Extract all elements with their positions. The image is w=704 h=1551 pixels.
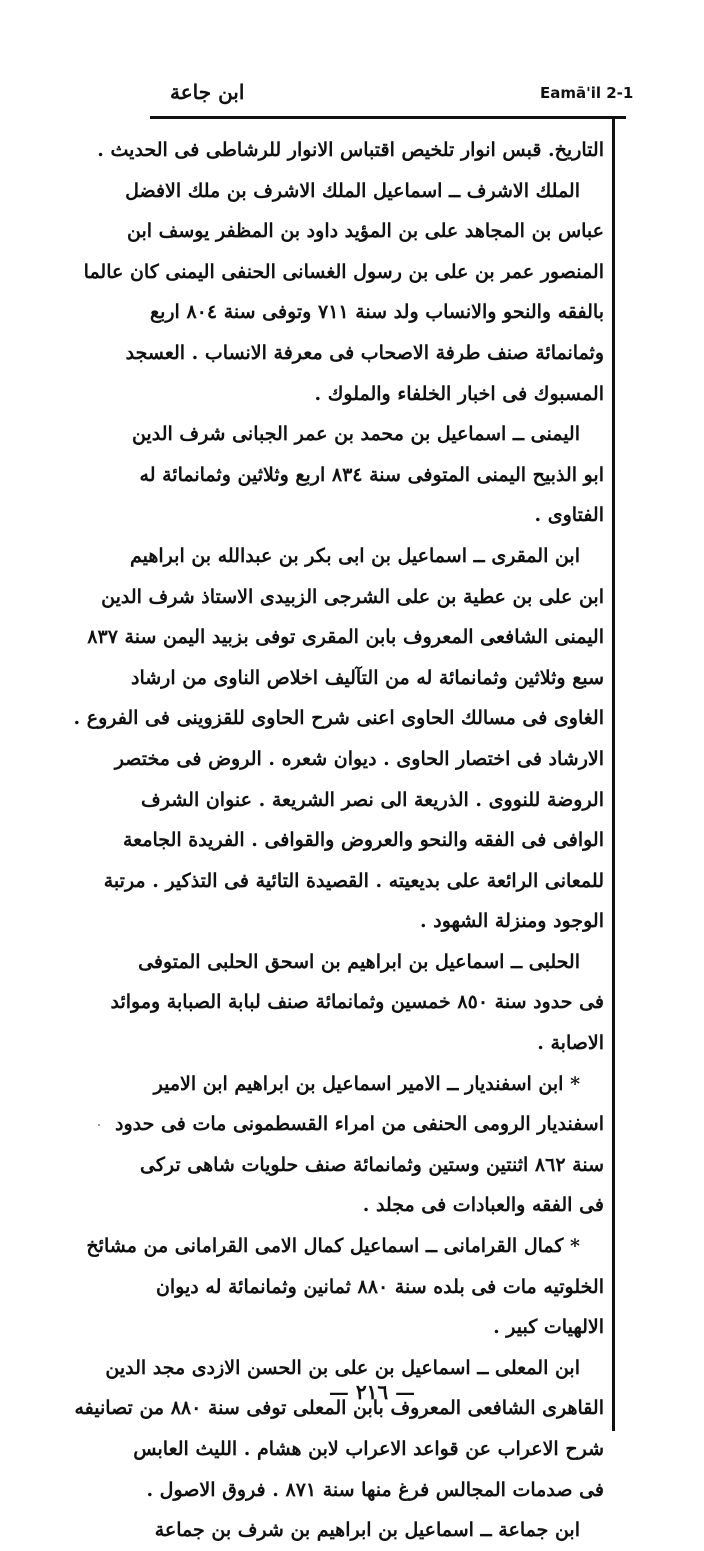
- text-line: الغاوى فى مسالك الحاوى اعنى شرح الحاوى للقزوينى فى الفروع .: [73, 707, 604, 730]
- text-line: فى حدود سنة ٨٥٠ خمسين وثمانمائة صنف لبابة الصبابة وموائد: [110, 991, 604, 1014]
- entry-heading-line: * كمال القرامانى ــ اسماعيل كمال الامى القرامانى من مشائخ: [86, 1235, 580, 1258]
- entry-heading-line: * ابن اسفنديار ــ الامير اسماعيل بن ابراهيم ابن الامير: [153, 1072, 580, 1095]
- entry-heading-line: ابن المقرى ــ اسماعيل بن ابى بكر بن عبدالله بن ابراهيم: [130, 544, 580, 567]
- text-line: ابن على بن عطية بن على الشرجى الزبيدى الاستاذ شرف الدين: [101, 585, 604, 608]
- text-line: الالهيات كبير .: [493, 1316, 604, 1339]
- text-line: سنة ٨٦٢ اثنتين وستين وثمانمائة صنف حلويات شاهى تركى: [140, 1153, 604, 1176]
- text-line: الوجود ومنزلة الشهود .: [420, 910, 604, 933]
- scan-speck: [98, 1124, 100, 1126]
- text-line: الروضة للنووى . الذريعة الى نصر الشريعة . عنوان الشرف: [141, 788, 604, 811]
- entry-heading-line: اليمنى ــ اسماعيل بن محمد بن عمر الجبانى شرف الدين: [131, 423, 580, 446]
- text-line: الفتاوى .: [534, 504, 604, 527]
- entry-heading-line: الحلبى ــ اسماعيل بن ابراهيم بن اسحق الحلبى المتوفى: [138, 950, 580, 973]
- margin-rule: [612, 119, 615, 1431]
- entry-heading-line: ابن المعلى ــ اسماعيل بن على بن الحسن الازدى مجد الدين: [105, 1356, 580, 1379]
- header-left-mark: Eamā'il 2-1: [540, 84, 634, 102]
- text-line: اسفنديار الرومى الحنفى من امراء القسطمونى مات فى حدود: [115, 1113, 604, 1136]
- running-title: ابن جاعة: [170, 80, 245, 104]
- page-body: [73, 130, 604, 1551]
- text-line: وثمانمائة صنف طرفة الاصحاب فى معرفة الانساب . العسجد: [125, 341, 604, 364]
- text-line: ابو الذبيح اليمنى المتوفى سنة ٨٣٤ اربع وثلاثين وثمانمائة له: [139, 463, 604, 486]
- header-rule: [150, 116, 626, 119]
- text-line: المسبوك فى اخبار الخلفاء والملوك .: [314, 382, 604, 405]
- page-number: — ٢١٦ —: [328, 1380, 416, 1404]
- text-line: الاصابة .: [537, 1032, 604, 1055]
- text-line: فى الفقه والعبادات فى مجلد .: [362, 1194, 604, 1217]
- text-line: اليمنى الشافعى المعروف بابن المقرى توفى بزبيد اليمن سنة ٨٣٧: [87, 626, 604, 649]
- text-line: سبع وثلاثين وثمانمائة له من التآليف اخلاص الناوى من ارشاد: [131, 666, 604, 689]
- text-line: الوافى فى الفقه والنحو والعروض والقوافى . الفريدة الجامعة: [122, 829, 604, 852]
- text-line: المنصور عمر بن على بن رسول الغسانى الحنفى اليمنى كان عالما: [83, 260, 604, 283]
- text-line: فى صدمات المجالس فرغ منها سنة ٨٧١ . فروق الاصول .: [146, 1478, 604, 1501]
- text-line: عباس بن المجاهد على بن المؤيد داود بن المظفر يوسف ابن: [127, 220, 604, 243]
- entry-heading-line: ابن جماعة ــ اسماعيل بن ابراهيم بن شرف بن جماعة: [154, 1519, 580, 1542]
- text-line: بالفقه والنحو والانساب ولد سنة ٧١١ وتوفى سنة ٨٠٤ اربع: [149, 301, 604, 324]
- text-line: للمعانى الرائعة على بديعيته . القصيدة التائية فى التذكير . مرتبة: [103, 869, 604, 892]
- text-line: الخلوتيه مات فى بلده سنة ٨٨٠ ثمانين وثمانمائة له ديوان: [155, 1275, 604, 1298]
- entry-heading-line: الملك الاشرف ــ اسماعيل الملك الاشرف بن ملك الافضل: [125, 179, 580, 202]
- text-line: القاهرى الشافعى المعروف بابن المعلى توفى سنة ٨٨٠ من تصانيفه: [74, 1397, 604, 1420]
- text-line: شرح الاعراب عن قواعد الاعراب لابن هشام . الليث العابس: [133, 1438, 604, 1460]
- text-line: التاريخ. قبس انوار تلخيص اقتباس الانوار للرشاطى فى الحديث .: [97, 139, 604, 161]
- text-line: الارشاد فى اختصار الحاوى . ديوان شعره . الروض فى مختصر: [114, 747, 604, 770]
- running-header: [148, 80, 634, 110]
